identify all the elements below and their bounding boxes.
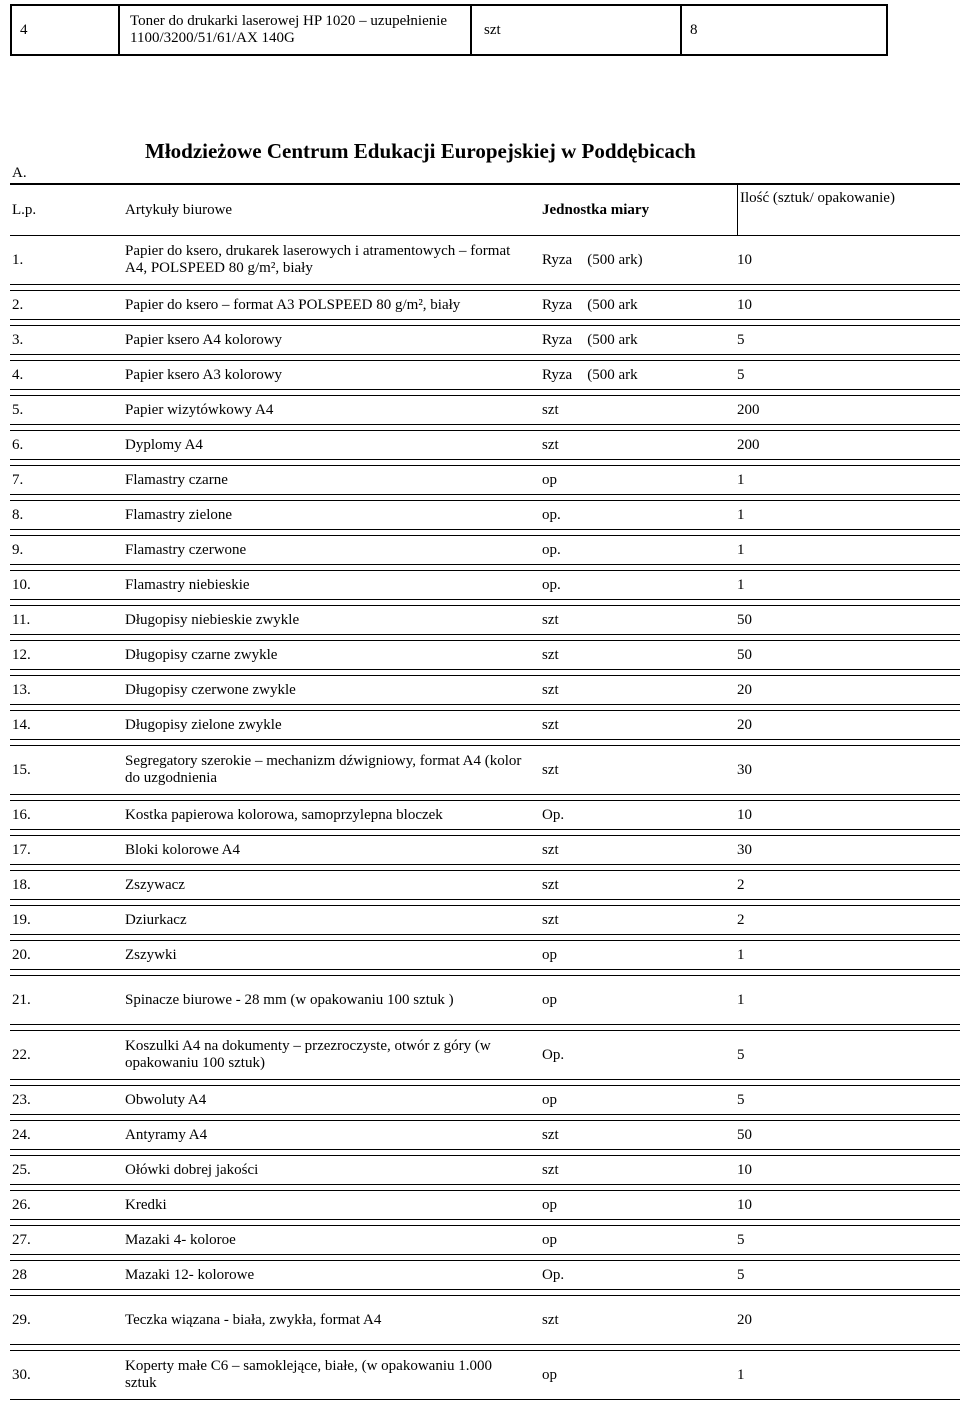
cell-unit: op	[542, 1091, 557, 1108]
cell-quantity: 5	[737, 1091, 745, 1108]
cell-quantity: 30	[737, 761, 752, 778]
cell-number: 2.	[12, 296, 24, 313]
cell-quantity: 1	[737, 541, 745, 558]
cell-item-name: Spinacze biurowe - 28 mm (w opakowaniu 100 sztuk )	[125, 991, 454, 1008]
header-number: L.p.	[12, 201, 37, 218]
cell-quantity: 10	[737, 1161, 752, 1178]
table-row	[10, 975, 960, 1025]
table-row	[10, 1350, 960, 1400]
cell-unit: Op.	[542, 1266, 565, 1283]
table-row	[10, 430, 960, 460]
cell-unit: szt	[542, 1126, 559, 1143]
table-header	[10, 183, 960, 235]
cell-quantity: 20	[737, 716, 752, 733]
table-row	[10, 1085, 960, 1115]
cell-unit: Ryza (500 ark	[542, 366, 638, 383]
cell-item-name: Koperty małe C6 – samoklejące, białe, (w opakowaniu 1.000 sztuk	[125, 1358, 492, 1391]
cell-item-name: Mazaki 12- kolorowe	[125, 1266, 255, 1283]
cell-item-name: Ołówki dobrej jakości	[125, 1161, 259, 1178]
table-row	[10, 1030, 960, 1080]
cell-unit: szt	[542, 646, 559, 663]
cell-number: 19.	[12, 911, 31, 928]
cell-number: 28	[12, 1266, 27, 1283]
cell-item-name: Zszywacz	[125, 876, 185, 893]
cell-unit: szt	[542, 681, 559, 698]
table-row	[10, 290, 960, 320]
cell-item-name: Antyramy A4	[125, 1126, 208, 1143]
cell-unit: szt	[542, 1311, 559, 1328]
cell-item-name: Papier wizytówkowy A4	[125, 401, 274, 418]
cell-unit: op	[542, 1196, 557, 1213]
table-row	[10, 325, 960, 355]
table-row	[10, 235, 960, 285]
cell-quantity: 20	[737, 681, 752, 698]
cell-number: 30.	[12, 1366, 31, 1383]
table-row	[10, 500, 960, 530]
table-row	[10, 395, 960, 425]
cell-unit: szt	[542, 841, 559, 858]
cell-item-name: Koszulki A4 na dokumenty – przezroczyste, otwór z góry (w opakowaniu 100 sztuk)	[125, 1038, 491, 1071]
table-body	[10, 235, 960, 1400]
cell-number: 26.	[12, 1196, 31, 1213]
cell-number: 23.	[12, 1091, 31, 1108]
cell-unit: op	[542, 1366, 557, 1383]
table-row	[10, 1295, 960, 1345]
table-row	[10, 1120, 960, 1150]
cell-number: 3.	[12, 331, 24, 348]
cell-unit: op	[542, 471, 557, 488]
cell-number: 14.	[12, 716, 31, 733]
header-item-name: Artykuły biurowe	[125, 201, 233, 218]
cell-unit: Ryza (500 ark	[542, 331, 638, 348]
cell-quantity: 20	[737, 1311, 752, 1328]
table-row	[10, 1260, 960, 1290]
table-row	[10, 535, 960, 565]
cell-item-name: Bloki kolorowe A4	[125, 841, 240, 858]
items-table	[10, 183, 960, 1405]
cell-item-name: Flamastry czarne	[125, 471, 228, 488]
cell-unit: Op.	[542, 806, 565, 823]
table-row	[10, 835, 960, 865]
cell-item-name: Obwoluty A4	[125, 1091, 207, 1108]
table-row	[10, 1155, 960, 1185]
cell-unit: szt	[472, 6, 682, 54]
cell-number: 16.	[12, 806, 31, 823]
section-letter: A.	[12, 165, 27, 181]
cell-item-name: Flamastry czerwone	[125, 541, 247, 558]
cell-quantity: 30	[737, 841, 752, 858]
cell-item-name: Dyplomy A4	[125, 436, 203, 453]
cell-item-name: Kredki	[125, 1196, 167, 1213]
cell-quantity: 10	[737, 806, 752, 823]
cell-unit: op.	[542, 541, 561, 558]
cell-quantity: 10	[737, 1196, 752, 1213]
cell-unit: op.	[542, 506, 561, 523]
cell-quantity: 1	[737, 946, 745, 963]
cell-number: 17.	[12, 841, 31, 858]
table-row	[10, 745, 960, 795]
cell-item-name: Długopisy czarne zwykle	[125, 646, 278, 663]
cell-number: 21.	[12, 991, 31, 1008]
cell-quantity: 1	[737, 1366, 745, 1383]
header-unit: Jednostka miary	[542, 201, 650, 218]
cell-number: 4.	[12, 366, 24, 383]
table-row	[10, 800, 960, 830]
cell-item-name: Flamastry niebieskie	[125, 576, 250, 593]
cell-quantity: 10	[737, 296, 752, 313]
cell-quantity: 1	[737, 991, 745, 1008]
table-row	[10, 1190, 960, 1220]
cell-quantity: 5	[737, 1231, 745, 1248]
cell-quantity: 200	[737, 436, 760, 453]
table-row	[10, 710, 960, 740]
cell-item-name: Papier do ksero, drukarek laserowych i atramentowych – format A4, POLSPEED 80 g/m², biały	[125, 243, 511, 276]
cell-item-name: Papier do ksero – format A3 POLSPEED 80 g/m², biały	[125, 296, 461, 313]
cell-unit: op	[542, 1231, 557, 1248]
cell-quantity: 2	[737, 911, 745, 928]
previous-table-row	[10, 4, 888, 56]
table-row	[10, 905, 960, 935]
cell-unit: op.	[542, 576, 561, 593]
cell-number: 20.	[12, 946, 31, 963]
cell-number: 25.	[12, 1161, 31, 1178]
table-row	[10, 870, 960, 900]
cell-quantity: 50	[737, 1126, 752, 1143]
cell-number: 27.	[12, 1231, 31, 1248]
cell-unit: szt	[542, 1161, 559, 1178]
cell-number: 22.	[12, 1046, 31, 1063]
cell-item-name: Segregatory szerokie – mechanizm dźwigniowy, format A4 (kolor do uzgodnienia	[125, 753, 522, 786]
cell-number: 6.	[12, 436, 24, 453]
cell-quantity: 50	[737, 646, 752, 663]
cell-number: 29.	[12, 1311, 31, 1328]
cell-quantity: 8	[690, 21, 698, 38]
cell-item-name: Długopisy niebieskie zwykle	[125, 611, 300, 628]
table-row	[10, 940, 960, 970]
cell-unit: szt	[542, 911, 559, 928]
cell-item-name: Zszywki	[125, 946, 177, 963]
cell-number: 1.	[12, 251, 24, 268]
cell-number: 13.	[12, 681, 31, 698]
cell-quantity: 5	[737, 1266, 745, 1283]
cell-item-name: Toner do drukarki laserowej HP 1020 – uzupełnienie 1100/3200/51/61/AX 140G	[120, 6, 472, 54]
cell-unit: szt	[542, 401, 559, 418]
cell-item-name: Kostka papierowa kolorowa, samoprzylepna bloczek	[125, 806, 443, 823]
cell-quantity: 10	[737, 251, 752, 268]
cell-unit: szt	[542, 876, 559, 893]
cell-item-name: Flamastry zielone	[125, 506, 233, 523]
cell-quantity: 200	[737, 401, 760, 418]
cell-quantity: 1	[737, 506, 745, 523]
table-row	[10, 570, 960, 600]
cell-number: 15.	[12, 761, 31, 778]
cell-unit: op	[542, 991, 557, 1008]
table-row	[10, 465, 960, 495]
cell-unit: Op.	[542, 1046, 565, 1063]
cell-quantity: 5	[737, 1046, 745, 1063]
page-title: Młodzieżowe Centrum Edukacji Europejskiej w Poddębicach	[145, 139, 696, 163]
cell-item-name: Teczka wiązana - biała, zwykła, format A4	[125, 1311, 382, 1328]
cell-number: 10.	[12, 576, 31, 593]
cell-quantity: 1	[737, 576, 745, 593]
cell-quantity: 5	[737, 366, 745, 383]
cell-item-name: Dziurkacz	[125, 911, 187, 928]
cell-number: 11.	[12, 611, 31, 628]
cell-unit: Ryza (500 ark	[542, 296, 638, 313]
cell-number: 24.	[12, 1126, 31, 1143]
cell-quantity: 5	[737, 331, 745, 348]
cell-quantity: 1	[737, 471, 745, 488]
cell-quantity: 50	[737, 611, 752, 628]
header-quantity: Ilość (sztuk/ opakowanie)	[737, 185, 960, 235]
cell-unit: Ryza (500 ark)	[542, 251, 643, 268]
cell-unit: op	[542, 946, 557, 963]
table-row	[10, 605, 960, 635]
table-row	[10, 640, 960, 670]
cell-number: 7.	[12, 471, 24, 488]
cell-quantity: 2	[737, 876, 745, 893]
table-row	[10, 360, 960, 390]
cell-item-name: Długopisy czerwone zwykle	[125, 681, 296, 698]
cell-number: 12.	[12, 646, 31, 663]
cell-item-name: Długopisy zielone zwykle	[125, 716, 282, 733]
cell-unit: szt	[542, 436, 559, 453]
cell-item-name: Mazaki 4- koloroe	[125, 1231, 236, 1248]
cell-number: 18.	[12, 876, 31, 893]
cell-unit: szt	[542, 761, 559, 778]
cell-item-name: Papier ksero A3 kolorowy	[125, 366, 283, 383]
cell-number: 4	[12, 6, 120, 54]
table-row	[10, 1225, 960, 1255]
cell-unit: szt	[542, 716, 559, 733]
cell-number: 5.	[12, 401, 24, 418]
cell-number: 8.	[12, 506, 24, 523]
table-row	[10, 675, 960, 705]
cell-item-name: Papier ksero A4 kolorowy	[125, 331, 283, 348]
cell-unit: szt	[542, 611, 559, 628]
cell-number: 9.	[12, 541, 24, 558]
